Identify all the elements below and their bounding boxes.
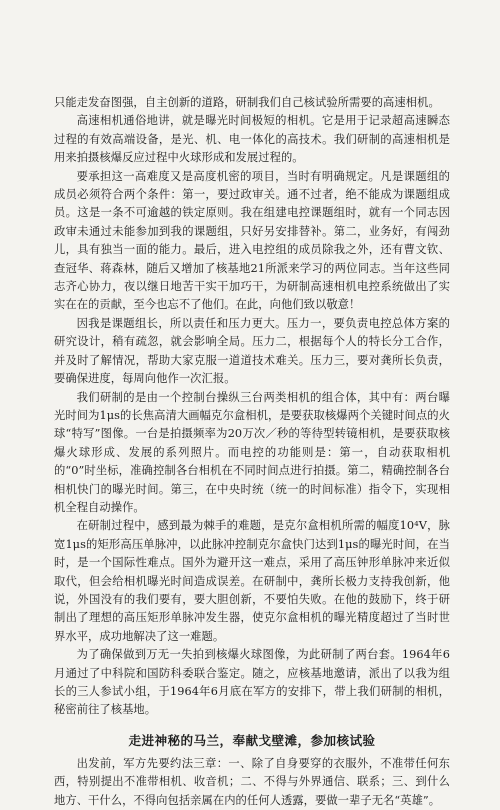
section-heading: 走进神秘的马兰，奉献戈壁滩，参加核试验 [128, 732, 376, 748]
paragraph-continuation: 只能走发奋图强，自主创新的道路，研制我们自己核试验所需要的高速相机。 [54, 96, 440, 109]
paragraph-deployment: 为了确保做到万无一失拍到核爆火球图像，为此研制了两台套。1964年6月通过了中科院和国防科委联合鉴定。随之，应核基地邀请，派出了以我为组长的三人参试小组，于1964年6月底在军方的安排下，带上我们研制的相机，秘密前往了核基地。 [54, 648, 450, 717]
paragraph-team-requirements: 要承担这一高难度又是高度机密的项目，当时有明确规定。凡是课题组的成员必须符合两个条件：第一，要过政审关。通不过者，绝不能成为课题组成员。这是一条不可逾越的铁定原则。我在组建电控课题组时，就有一个同志因政审未通过未能参加到我的课题组，只好另安排替补。第二，业务好，有闯劲儿，具有独当一面的能力。最后，进入电控组的成员除我之外，还有曹文钦、查冠华、蒋森林，随后又增加了核基地21所派来学习的两位同志。当年这些同志齐心协力，夜以继日地苦干实干加巧干，为研制高速相机电控系统做出了实实在在的贡献，至今也忘不了他们。在此，向他们致以敬意！ [54, 169, 450, 312]
paragraph-camera-system: 我们研制的是由一个控制台操纵三台两类相机的组合体，其中有：两台曝光时间为1μs的长焦高清大画幅克尔盒相机，是要获取核爆两个关键时间点的火球“特写”图像。一台是拍摄频率为20万次／秒的等待型转镜相机，是要获取核爆火球形成、发展的系列照片。而电控的功能则是：第一，自动获取相机的“0”时坐标，准确控制各台相机在不同时间点进行拍摄。第二，精确控制各台相机快门的曝光时间。第三，在中央时统（统一的时间标准）指令下，实现相机全程自动操作。 [54, 390, 450, 514]
paragraph-high-speed-camera-definition: 高速相机通俗地讲，就是曝光时间极短的相机。它是用于记录超高速瞬态过程的有效高端设备，是光、机、电一体化的高技术。我们研制的高速相机是用来拍摄核爆反应过程中火球形成和发展过程的。 [54, 114, 450, 165]
paragraph-technical-challenge: 在研制过程中，感到最为棘手的难题，是克尔盒相机所需的幅度10⁴V，脉宽1μs的矩形高压单脉冲，以此脉冲控制克尔盒快门达到1μs的曝光时间，在当时，是一个国际性难点。国外为避开这一难点，采用了高压钟形单脉冲来近似取代，但会给相机曝光时间造成误差。在研制中，龚所长极力支持我创新，他说，外国没有的我们要有，要大胆创新，不要怕失败。在他的鼓励下，终于研制出了理想的高压矩形单脉冲发生器，使克尔盒相机的曝光精度超过了当时世界水平，成功地解决了这一难题。 [54, 519, 450, 643]
paragraph-rules: 出发前，军方先要约法三章：一、除了自身要穿的衣服外，不准带任何东西，特别提出不准带相机、收音机；二、不得与外界通信、联系；三、到什么地方、干什么，不得向包括亲属在内的任何人透露，要做一辈子无名“英雄”。 [54, 756, 450, 807]
book-page [54, 94, 450, 810]
paragraph-pressures: 因我是课题组长，所以责任和压力更大。压力一，要负责电控总体方案的研究设计，稍有疏忽，就会影响全局。压力二，根据每个人的特长分工合作，并及时了解情况，帮助大家克服一道道技术难关。压力三，要对龚所长负责，要确保进度，每周向他作一次汇报。 [54, 316, 450, 386]
